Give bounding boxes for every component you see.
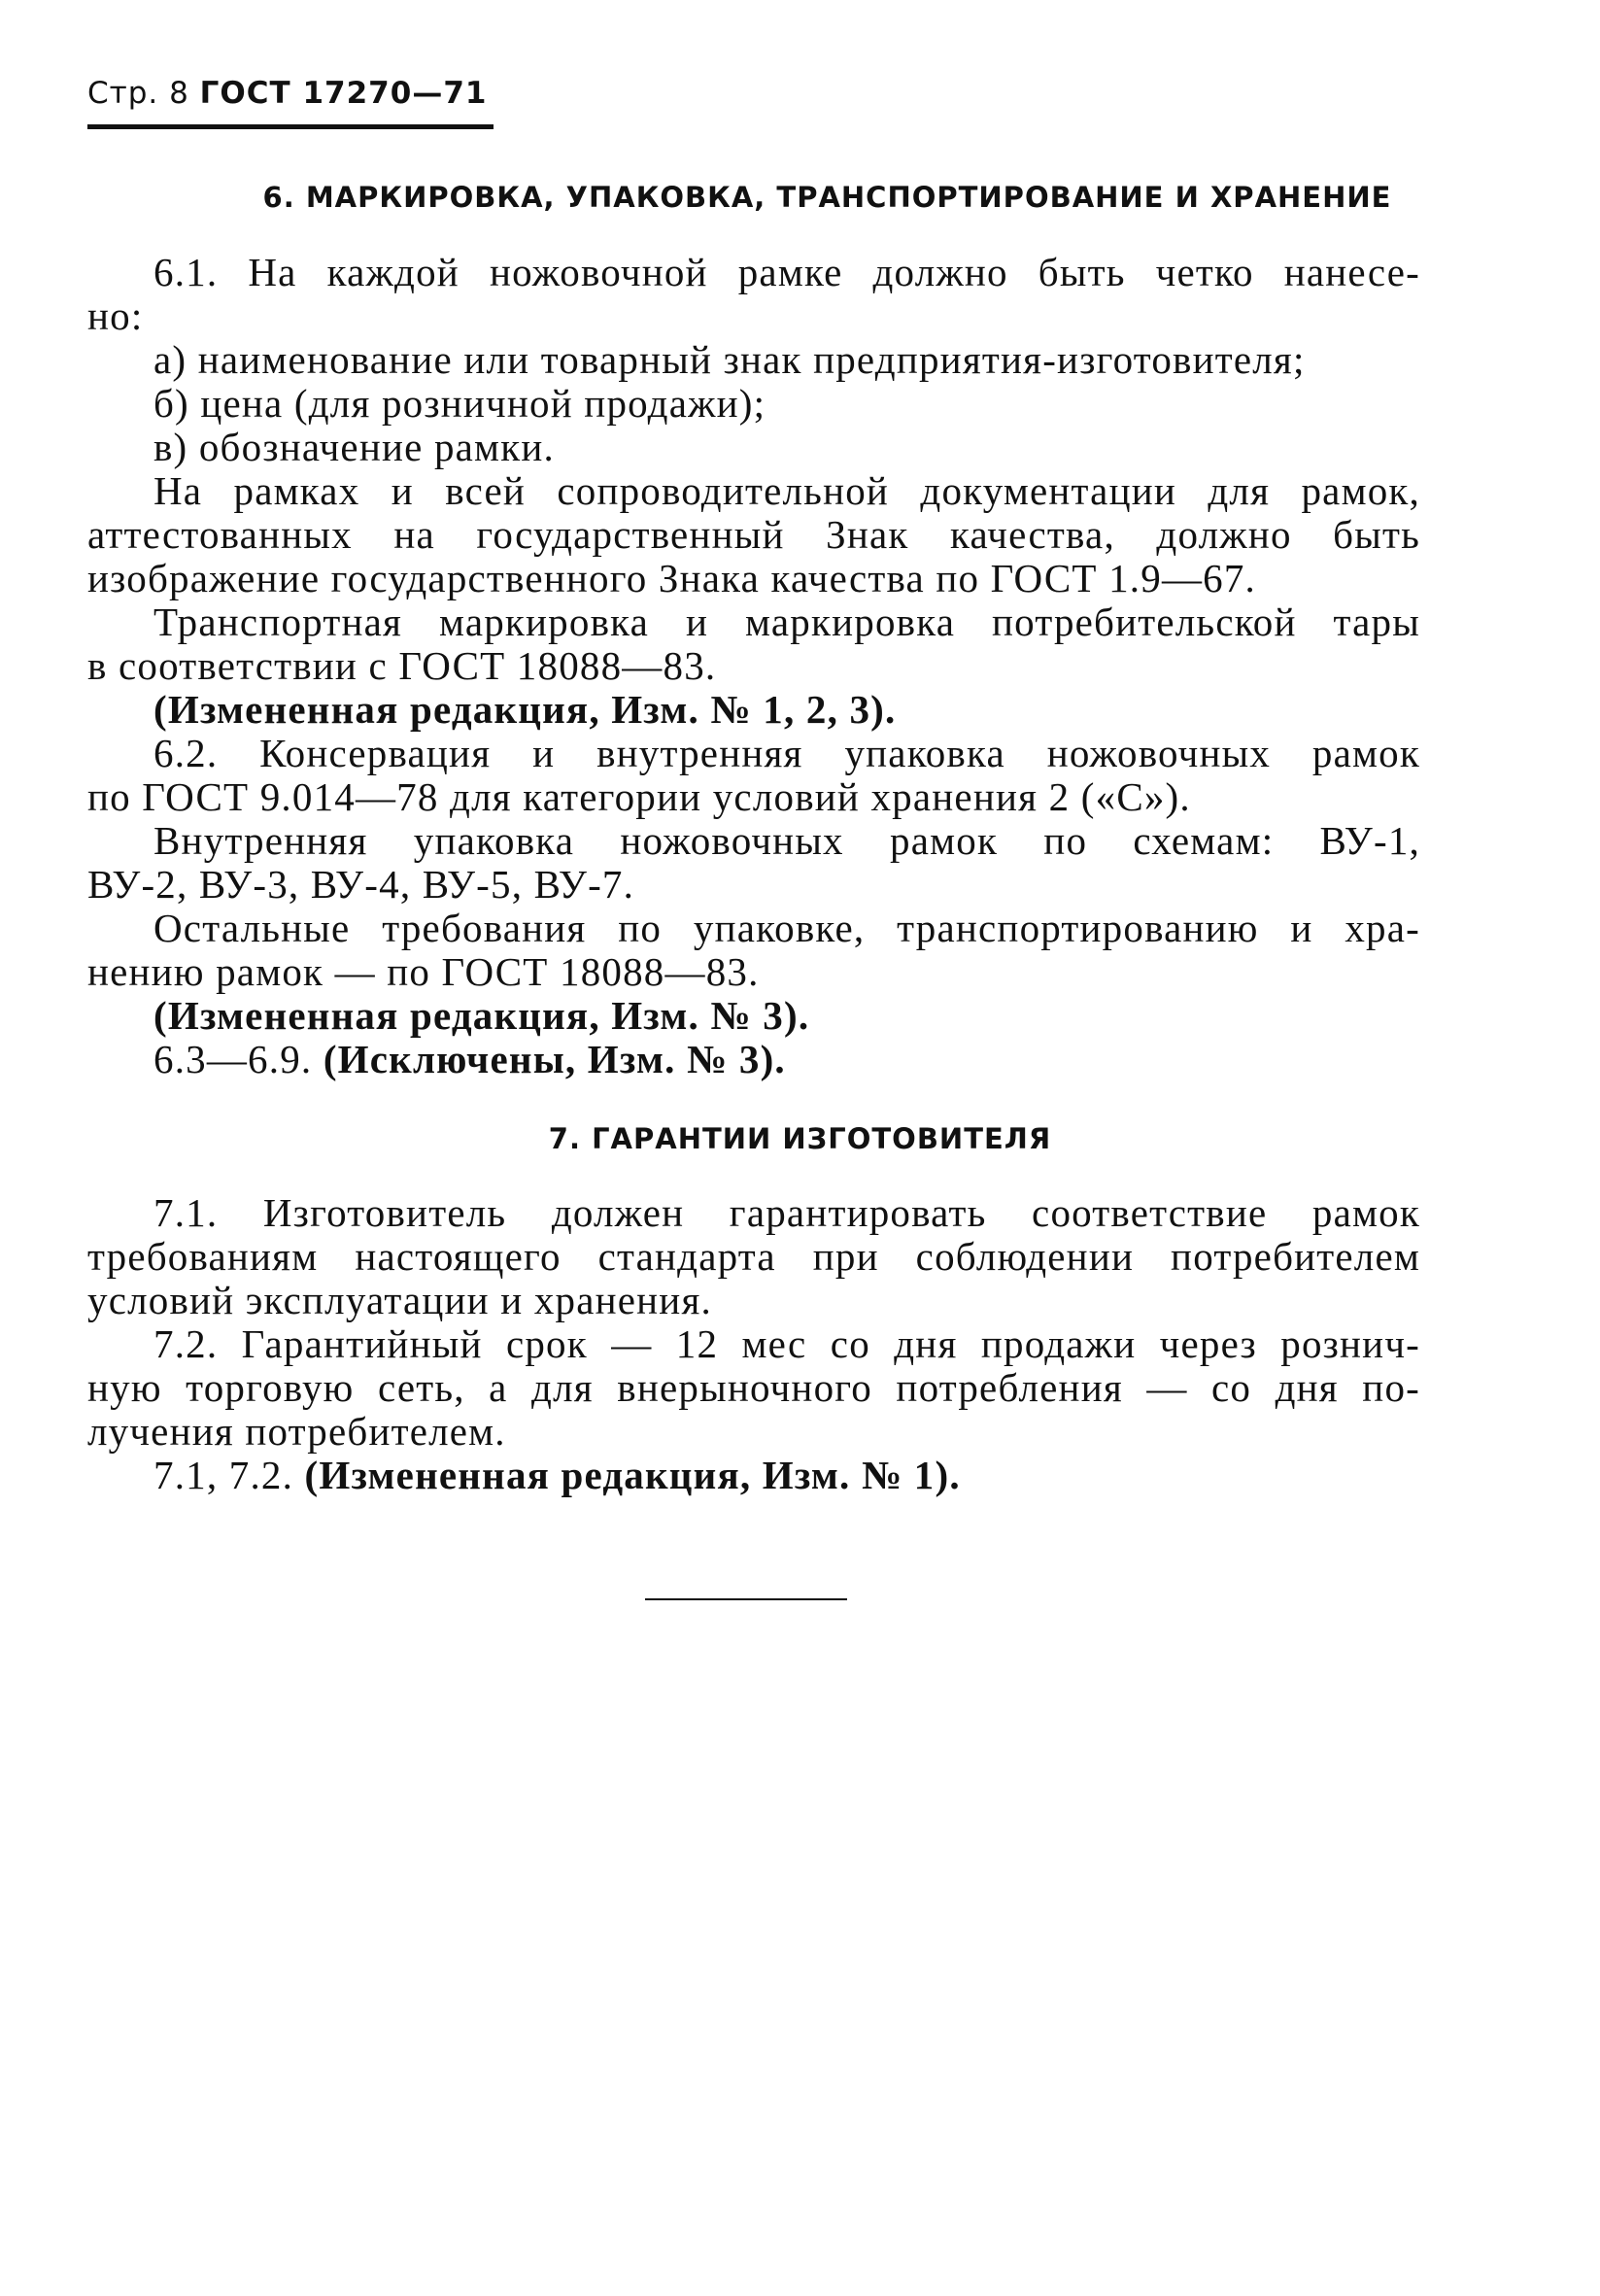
amendment-note: (Исключены, Изм. № 3). bbox=[323, 1037, 786, 1081]
section-7-body bbox=[87, 1191, 1420, 1497]
paragraph-line: лучения потребителем. bbox=[87, 1409, 506, 1454]
paragraph-line: изображение государственного Знака качества по ГОСТ 1.9—67. bbox=[87, 556, 1257, 600]
paragraph-line: Остальные требования по упаковке, транспортированию и хра- bbox=[153, 906, 1420, 950]
paragraph-line: в соответствии с ГОСТ 18088—83. bbox=[87, 643, 717, 688]
paragraph-line: Транспортная маркировка и маркировка потребительской тары bbox=[153, 600, 1420, 644]
paragraph-line: Внутренняя упаковка ножовочных рамок по схемам: ВУ-1, bbox=[153, 818, 1420, 863]
section-6-title: 6. МАРКИРОВКА, УПАКОВКА, ТРАНСПОРТИРОВАНИЕ И ХРАНЕНИЕ bbox=[262, 181, 1392, 214]
paragraph-line: требованиям настоящего стандарта при соблюдении потребителем bbox=[87, 1234, 1420, 1279]
paragraph-line: 6.2. Консервация и внутренняя упаковка ножовочных рамок bbox=[153, 731, 1420, 775]
standard-number: ГОСТ 17270—71 bbox=[199, 76, 488, 111]
paragraph-line: 7.1. Изготовитель должен гарантировать соответствие рамок bbox=[153, 1190, 1420, 1235]
end-rule bbox=[645, 1598, 847, 1600]
paragraph-line: ную торговую сеть, а для внерыночного потребления — со дня по- bbox=[87, 1365, 1420, 1410]
paragraph-line: 7.2. Гарантийный срок — 12 мес со дня продажи через рознич- bbox=[153, 1321, 1420, 1366]
paragraph-line: но: bbox=[87, 293, 144, 338]
excluded-note bbox=[87, 1038, 1420, 1081]
amendment-line bbox=[87, 1454, 1420, 1497]
paragraph-line: ВУ-2, ВУ-3, ВУ-4, ВУ-5, ВУ-7. bbox=[87, 862, 635, 907]
amendment-note: (Измененная редакция, Изм. № 1, 2, 3). bbox=[153, 687, 897, 732]
paragraph-line: нению рамок — по ГОСТ 18088—83. bbox=[87, 949, 760, 994]
page-header bbox=[87, 76, 487, 111]
list-item: а) наименование или товарный знак предприятия-изготовителя; bbox=[153, 337, 1306, 382]
paragraph-line: На рамках и всей сопроводительной документации для рамок, bbox=[153, 468, 1420, 513]
paragraph-line: условий эксплуатации и хранения. bbox=[87, 1278, 712, 1322]
list-item: в) обозначение рамки. bbox=[153, 425, 555, 469]
clause-range: 6.3—6.9. bbox=[153, 1037, 313, 1081]
amendment-note: (Измененная редакция, Изм. № 1). bbox=[304, 1453, 961, 1497]
list-item: б) цена (для розничной продажи); bbox=[153, 381, 766, 426]
page-number: Стр. 8 bbox=[87, 76, 189, 111]
amendment-note: (Измененная редакция, Изм. № 3). bbox=[153, 993, 810, 1038]
paragraph-line: 6.1. На каждой ножовочной рамке должно быть четко нанесе- bbox=[153, 250, 1420, 294]
section-6-body bbox=[87, 251, 1420, 1081]
header-rule bbox=[87, 124, 494, 129]
section-7-title: 7. ГАРАНТИИ ИЗГОТОВИТЕЛЯ bbox=[548, 1122, 1052, 1155]
clause-range: 7.1, 7.2. bbox=[153, 1453, 294, 1497]
paragraph-line: аттестованных на государственный Знак качества, должно быть bbox=[87, 512, 1420, 557]
paragraph-line: по ГОСТ 9.014—78 для категории условий хранения 2 («С»). bbox=[87, 774, 1191, 819]
